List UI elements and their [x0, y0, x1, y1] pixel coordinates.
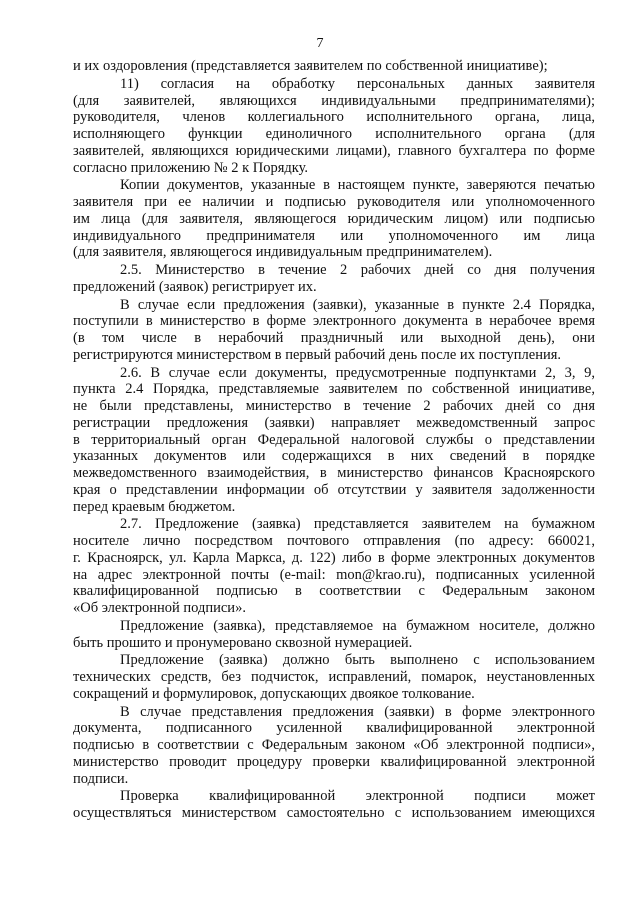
text-line: подписью в соответствии с Федеральным законом «Об электронной подписи», [73, 737, 595, 753]
paragraph [73, 262, 595, 296]
paragraph [73, 618, 595, 652]
text-line: «Об электронной подписи». [73, 600, 246, 616]
text-line: Предложение (заявка), представляемое на бумажном носителе, должно [120, 617, 595, 634]
paragraph [73, 788, 595, 822]
paragraph [73, 365, 595, 516]
text-line: Предложение (заявка) должно быть выполнено с использованием [120, 652, 595, 669]
text-line: на адрес электронной почты (e-mail: mon@krao.ru), подписанных усиленной [73, 566, 595, 583]
text-line: им лица (для заявителя, являющегося юридическим лицом) или подписью [73, 210, 595, 227]
text-line: подписи. [73, 770, 129, 787]
text-line: межведомственного взаимодействия, в министерство финансов Красноярского [73, 465, 595, 481]
text-line: Проверка квалифицированной электронной подписи может [120, 788, 595, 805]
page-number: 7 [316, 36, 324, 51]
text-line: быть прошито и пронумеровано сквозной нумерацией. [73, 634, 413, 651]
text-line: Копии документов, указанные в настоящем пункте, заверяются печатью [120, 177, 595, 194]
paragraph [73, 297, 595, 364]
text-line: 2.5. Министерство в течение 2 рабочих дней со дня получения [120, 262, 595, 278]
text-line: поступили в министерство в форме электронного документа в нерабочее время [73, 313, 595, 330]
paragraph [73, 652, 595, 702]
text-line: заявителей, являющихся юридическими лицами), главного бухгалтера по форме [73, 142, 595, 159]
text-line: в территориальный орган Федеральной налоговой службы о представлении [73, 431, 595, 448]
text-line: носителе лично посредством почтового отправления (по адресу: 660021, [73, 533, 595, 549]
text-line: не были представлены, министерство в течение 2 рабочих дней со дня [73, 398, 595, 414]
text-line: заявителя при ее наличии и подписью руководителя или уполномоченного [73, 194, 595, 210]
text-line: перед краевым бюджетом. [73, 498, 236, 515]
text-line: указанных документов или содержащихся в них сведений в порядке [73, 448, 595, 465]
text-line: края о представлении информации об отсутствии у заявителя задолженности [73, 481, 595, 498]
text-line: и их оздоровления (представляется заявителем по собственной инициативе); [73, 58, 548, 74]
text-line: предложений (заявок) регистрирует их. [73, 278, 317, 295]
text-line: технических средств, без подчисток, исправлений, помарок, неустановленных [73, 669, 595, 685]
text-line: индивидуального предпринимателя или уполномоченного им лица [73, 227, 595, 244]
text-line: (для заявителей, являющихся индивидуальными предпринимателями); [73, 92, 595, 109]
text-line: регистрации предложения (заявки) направляет межведомственный запрос [73, 414, 595, 431]
paragraph [73, 704, 595, 788]
text-line: (для заявителя, являющегося индивидуальным предпринимателем). [73, 244, 493, 261]
text-line: регистрируются министерством в первый рабочий день после их поступления. [73, 346, 562, 363]
text-line: министерство проводит процедуру проверки квалифицированной электронной [73, 753, 595, 770]
text-line: осуществляться министерством самостоятельно с использованием имеющихся [73, 805, 595, 821]
text-line: В случае представления предложения (заявки) в форме электронного [120, 703, 595, 720]
text-line: В случае если предложения (заявки), указанные в пункте 2.4 Порядка, [120, 296, 595, 313]
text-line: согласно приложению № 2 к Порядку. [73, 159, 309, 176]
text-line: 2.6. В случае если документы, предусмотренные подпунктами 2, 3, 9, [120, 364, 595, 381]
text-line: квалифицированной подписью в соответствии с Федеральным законом [73, 583, 595, 600]
text-line: исполняющего функции единоличного исполнительного органа (для [73, 126, 595, 142]
text-line: (в том числе в нерабочий праздничный или выходной день), они [73, 330, 595, 346]
text-line: 11) согласия на обработку персональных данных заявителя [120, 75, 595, 92]
document-body [73, 58, 595, 823]
text-line: г. Красноярск, ул. Карла Маркса, д. 122) либо в форме электронных документов [73, 549, 595, 566]
text-line: 2.7. Предложение (заявка) представляется заявителем на бумажном [120, 516, 595, 533]
text-line: руководителя, членов коллегиального исполнительного органа, лица, [73, 109, 595, 126]
text-line: документа, подписанного усиленной квалифицированной электронной [73, 720, 595, 737]
paragraph [73, 516, 595, 617]
text-line: пункта 2.4 Порядка, представляемые заявителем по собственной инициативе, [73, 381, 595, 398]
paragraph [73, 76, 595, 177]
text-line: сокращений и формулировок, допускающих двоякое толкование. [73, 685, 475, 702]
paragraph [73, 58, 595, 75]
paragraph [73, 177, 595, 261]
